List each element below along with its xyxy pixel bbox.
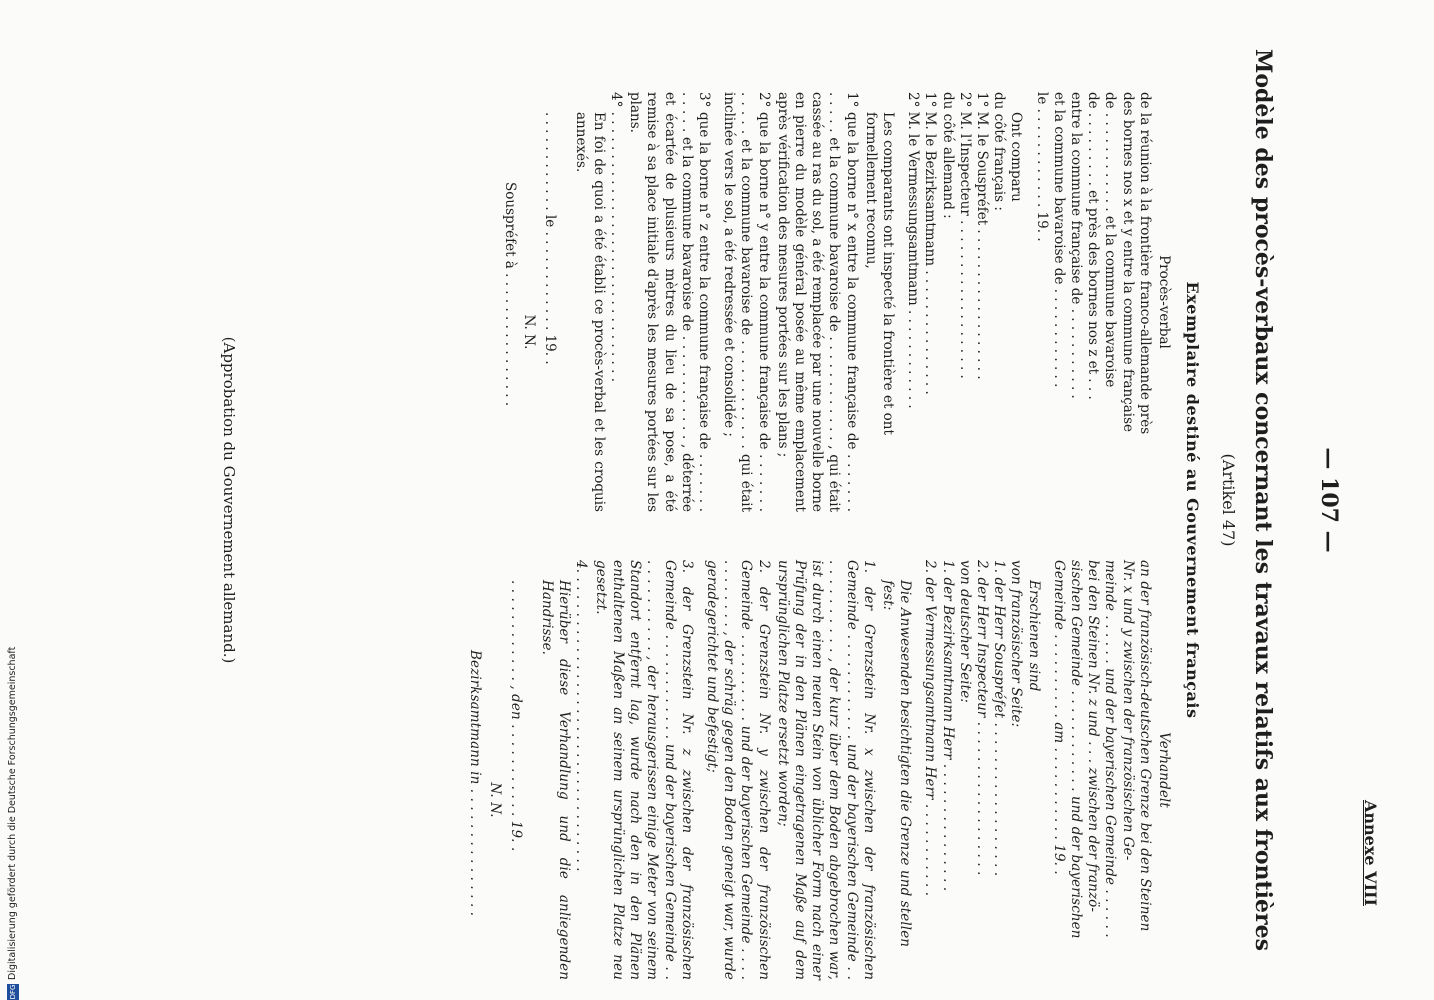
- french-intro-line: le . . . . . . . . . . . . 19. .: [1033, 92, 1050, 242]
- german-intro-line: Gemeinde . . . . . . . . . . am . . . . . . . . . . . 19. .: [1050, 560, 1067, 875]
- french-intro-line: de la réunion à la frontière franco-allemande près: [1136, 92, 1153, 435]
- french-intro-line: des bornes nos x et y entre la commune française: [1119, 92, 1136, 433]
- french-item-4: 4° . . . . . . . . . . . . . . . . . . . . . . . . . . . . . . . .: [607, 92, 624, 382]
- german-item-2: 2. der Grenzstein Nr. y zwischen der französischen Gemeinde . . . . . . . . . . und der bayerischen Gemeinde . . . . . . . . . . . . , der schräg gegen den Boden geneigt war, wurde geradegerichtet und befestigt;: [703, 560, 772, 980]
- french-item-1: 1° que la borne n° x entre la commune française de . . . . . . . . . . . . et la commune bavaroise de . . . . . . . . . . . . , qui était cassée au ras du sol, a été remplacée par une nouvelle borne en pierre du modèle général posée au même emplacement après vérification des mesures portées sur les plans ;: [774, 92, 860, 512]
- french-comparants: Les comparants ont inspecté la frontière et ont formellement reconnu,: [862, 112, 896, 435]
- french-fr-member: 1° M. le Souspréfet . . . . . . . . . . . . . . . . . .: [973, 92, 990, 380]
- german-column: [466, 560, 1172, 980]
- german-fr-member: 1. der Herr Souspréfet . . . . . . . . . . . . . . . . . .: [991, 560, 1008, 877]
- german-item-4: 4. . . . . . . . . . . . . . . . . . . . . . . . . . . . . . . . . . .: [573, 560, 590, 872]
- german-item-1: 1. der Grenzstein Nr. x zwischen der französischen Gemeinde . . . . . . . . . . . . und der bayerischen Gemeinde . . . . . . . . . . . . , der kurz über dem Boden abgebrochen war, ist durch einen neuen Stein von üblicher Form nach einer Prüfung der in den Plänen eingetragenen Maße auf dem ursprünglichen Platze ersetzt worden;: [774, 560, 877, 980]
- german-date-line: . . . . . . . . . . . . , den . . . . . . . . . . . 19. .: [507, 580, 524, 852]
- french-fr-member: 2° M. l'Inspecteur . . . . . . . . . . . . . . . . . . .: [956, 92, 973, 379]
- german-intro-line: meinde . . . . . . und der bayerischen Gemeinde . . . . . .: [1102, 560, 1119, 938]
- dfg-logo-icon: DFG: [8, 984, 17, 1000]
- french-de-member: 2° M. le Vermessungsamtmann . . . . . . . . . . . .: [905, 92, 922, 409]
- digitization-footer: [4, 0, 22, 1000]
- french-signatory: Souspréfet à . . . . . . . . . . . . . . . .: [501, 182, 518, 407]
- french-intro-line: de . . . . . . . . . et près des bornes nos z et . . .: [1085, 92, 1102, 400]
- german-de-member: 2. der Vermessungsamtmann Herr . . . . . . . . . . .: [922, 560, 939, 897]
- german-seite-de: von deutscher Seite:: [956, 560, 973, 703]
- german-anwesenden: Die Anwesenden besichtigten die Grenze und stellen fest:: [879, 580, 914, 948]
- french-en-foi: En foi de quoi a été établi ce procès-verbal et les croquis annexés.: [573, 112, 607, 512]
- french-intro-line: de . . . . . . . . . . . . et la commune bavaroise: [1102, 92, 1119, 388]
- german-fr-member: 2. der Herr Inspecteur . . . . . . . . . . . . . . . . . .: [973, 560, 990, 876]
- german-item-3: 3. der Grenzstein Nr. z zwischen der französischen Gemeinde . . . . . . . . . . . . und der bayerischen Gemeinde . . . . . . . . . . . . , der herausgerissen einige Meter von seinem Standort entfernt lag, wurde nach den in den Plänen enthaltenen Maßen an seinem ursprünglichen Platze neu gesetzt.: [592, 560, 695, 980]
- french-column: [501, 92, 1172, 512]
- german-intro-line: Nr. x und y zwischen der französischen Ge-: [1119, 560, 1136, 861]
- section-title: Exemplaire destiné au Gouvernement français: [1183, 281, 1202, 719]
- german-de-member: 1. der Bezirksamtmann Herr . . . . . . . . . . . . . . .: [939, 560, 956, 892]
- page-number: — 107 —: [1316, 447, 1342, 553]
- german-signature: N. N.: [486, 782, 503, 818]
- french-item-2: 2° que la borne n° y entre la commune française de . . . . . . . . . . . . et la commune bavaroise de . . . . . . . . . . . . qui était inclinée vers le sol, a été redressée et consolidée ;: [721, 92, 772, 512]
- german-signatory: Bezirksamtmann in . . . . . . . . . . . . . . .: [467, 650, 484, 917]
- french-date-line: . . . . . . . . . . . . le . . . . . . . . . . . . 19. .: [542, 112, 559, 365]
- french-heading: Procès-verbal: [1156, 255, 1172, 349]
- french-de-member: 1° M. le Bezirksamtmann . . . . . . . . . . . . . . .: [922, 92, 939, 395]
- german-intro-line: sischen Gemeinde . . . . . . . . . . . . und der bayerischen: [1067, 560, 1084, 939]
- page-subtitle: (Artikel 47): [1219, 453, 1238, 547]
- german-erschienen: Erschienen sind: [1025, 580, 1042, 692]
- french-ont-compart: Ont comparu: [1008, 112, 1025, 202]
- french-intro-line: et la commune bavaroise de . . . . . . . . . . . .: [1050, 92, 1067, 388]
- approval-note: (Approbation du Gouvernement allemand.): [220, 336, 238, 664]
- french-signature: N. N.: [521, 314, 538, 350]
- french-item-3: 3° que la borne n° z entre la commune française de . . . . . . . . . . . . et la commune bavaroise de . . . . . . . . . . . . , déterrée et écartée de plusieurs mètres du lieu de sa pose, a été remise à sa place initiale d'après les mesures portées sur les plans.: [627, 92, 712, 512]
- french-cote-allemand: du côté allemand :: [939, 92, 956, 219]
- german-intro-line: an der französisch-deutschen Grenze bei den Steinen: [1136, 560, 1153, 932]
- french-cote-francais: du côté français :: [991, 92, 1008, 211]
- annexe-label: Annexe VIII: [1361, 800, 1380, 907]
- german-intro-line: bei den Steinen Nr. z und . . . zwischen der franzö-: [1085, 560, 1102, 913]
- page-title: Modèle des procès-verbaux concernant les travaux relatifs aux frontières: [1250, 49, 1276, 951]
- digitization-note: Digitalisierung gefördert durch die Deutsche Forschungsgemeinschaft: [7, 646, 18, 980]
- french-intro-line: entre la commune française de . . . . . . . . . . .: [1067, 92, 1084, 399]
- german-hierueber: Hierüber diese Verhandlung und die anliegenden Handrisse.: [539, 580, 573, 980]
- german-heading: Verhandelt: [1156, 732, 1172, 808]
- german-seite-fr: von französischer Seite:: [1008, 560, 1025, 728]
